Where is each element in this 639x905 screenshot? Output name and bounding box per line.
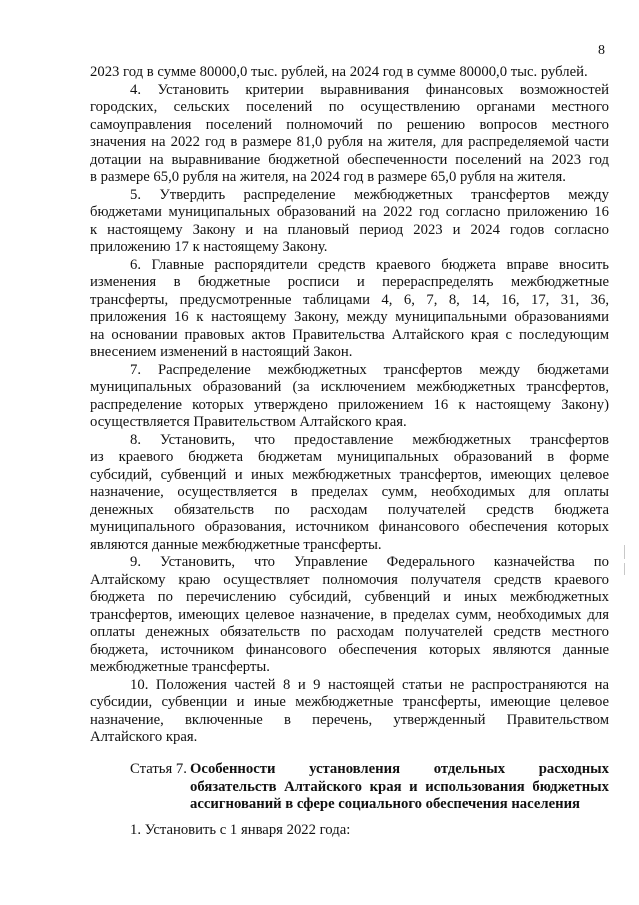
body-text xyxy=(90,64,609,747)
text-line: Алтайскому краю осуществляет полномочия получателя средств краевого xyxy=(90,571,609,588)
text-line: денежных обязательств по расходам получателей средств бюджета xyxy=(90,501,609,518)
text-line: внесением изменений в настоящий Закон. xyxy=(90,344,353,360)
text-line: муниципального образования, источником финансового обеспечения которых xyxy=(90,519,609,535)
paragraph-10 xyxy=(90,677,609,747)
text-line: приложению 17 к настоящему Закону. xyxy=(90,239,328,255)
paragraph-continuation xyxy=(90,64,609,82)
paragraph-7 xyxy=(90,362,609,432)
text-line: назначение, осуществляется в пределах сумм, необходимых для оплаты xyxy=(90,484,609,500)
text-line: изменения в бюджетные росписи и перераспределять межбюджетные xyxy=(90,274,609,290)
text-line: самоуправления поселений полномочий по решению вопросов местного xyxy=(90,116,609,133)
text-line: приложения 16 к настоящему Закону, между муниципальными образованиями xyxy=(90,309,609,325)
text-line: 8. Установить, что предоставление межбюджетных трансфертов xyxy=(130,431,609,448)
text-line: бюджета, источником финансового обеспечения которых являются данные xyxy=(90,641,609,658)
text-line: бюджетами муниципальных образований на 2022 год согласно приложению 16 xyxy=(90,204,609,220)
text-line: 7. Распределение межбюджетных трансфертов между бюджетами xyxy=(130,361,609,378)
text-line: муниципальных образований (за исключением межбюджетных трансфертов, xyxy=(90,379,609,395)
text-line: из краевого бюджета бюджетам муниципальных образований в форме xyxy=(90,449,609,465)
paragraph-5 xyxy=(90,187,609,257)
text-line: субсидий, субвенций и иных межбюджетных трансфертов, имеющих целевое xyxy=(90,466,609,483)
text-line: значения на 2022 год в размере 81,0 рубля на жителя, для распределяемой части xyxy=(90,134,609,150)
text-line: дотации на выравнивание бюджетной обеспеченности поселений на 2023 год xyxy=(90,151,609,168)
paragraph-4 xyxy=(90,82,609,187)
text-line: 6. Главные распорядители средств краевого бюджета вправе вносить xyxy=(130,256,609,273)
text-line: оплаты денежных обязательств по расходам получателей средств местного xyxy=(90,624,609,640)
page-number: 8 xyxy=(598,43,605,58)
text-line: 5. Утвердить распределение межбюджетных трансфертов между xyxy=(130,186,609,203)
text-line: являются данные межбюджетные трансферты. xyxy=(90,536,382,553)
text-line: межбюджетные трансферты. xyxy=(90,659,270,675)
paragraph-6 xyxy=(90,257,609,362)
text-line: в размере 65,0 рубля на жителя, на 2024 год в размере 65,0 рубля на жителя. xyxy=(90,169,566,185)
text-line: 9. Установить, что Управление Федерального казначейства по xyxy=(130,554,609,570)
text-line: городских, сельских поселений по осуществлению органами местного xyxy=(90,99,609,115)
article-title xyxy=(190,761,609,814)
text-line: осуществляется Правительством Алтайского края. xyxy=(90,414,407,430)
article-item-1: 1. Установить с 1 января 2022 года: xyxy=(130,822,351,838)
text-line: бюджета по перечислению субсидий, субвенций и иных межбюджетных xyxy=(90,589,609,605)
text-line: Алтайского края. xyxy=(90,729,198,745)
text-line: субсидии, субвенции и иные межбюджетные трансферты, имеющие целевое xyxy=(90,694,609,710)
article-label: Статья 7. xyxy=(130,761,187,777)
paragraph-9 xyxy=(90,554,609,677)
text-line: 4. Установить критерии выравнивания финансовых возможностей xyxy=(130,81,609,98)
scan-mark xyxy=(624,563,625,575)
text-line: на основании правовых актов Правительства Алтайского края с последующим xyxy=(90,326,609,343)
text-line: 10. Положения частей 8 и 9 настоящей статьи не распространяются на xyxy=(130,676,609,693)
article-title-line: ассигнований в сфере социального обеспечения населения xyxy=(190,796,580,812)
text-line: 2023 год в сумме 80000,0 тыс. рублей, на 2024 год в сумме 80000,0 тыс. рублей. xyxy=(90,64,588,80)
text-line: трансфертов, имеющих целевое назначение, в пределах сумм, необходимых для xyxy=(90,606,609,623)
text-line: распределение которых утверждено приложением 16 к настоящему Закону) xyxy=(90,396,609,413)
text-line: к настоящему Закону и на плановый период 2023 и 2024 годов согласно xyxy=(90,221,609,238)
text-line: назначение, включенные в перечень, утвержденный Правительством xyxy=(90,711,609,728)
paragraph-8 xyxy=(90,432,609,555)
scan-mark xyxy=(624,545,625,559)
article-heading xyxy=(90,761,609,814)
article-title-line: обязательств Алтайского края и использования бюджетных xyxy=(190,778,609,795)
text-line: трансферты, предусмотренные таблицами 4, 6, 7, 8, 14, 16, 17, 31, 36, xyxy=(90,291,609,308)
article-title-line: Особенности установления отдельных расходных xyxy=(190,761,609,777)
